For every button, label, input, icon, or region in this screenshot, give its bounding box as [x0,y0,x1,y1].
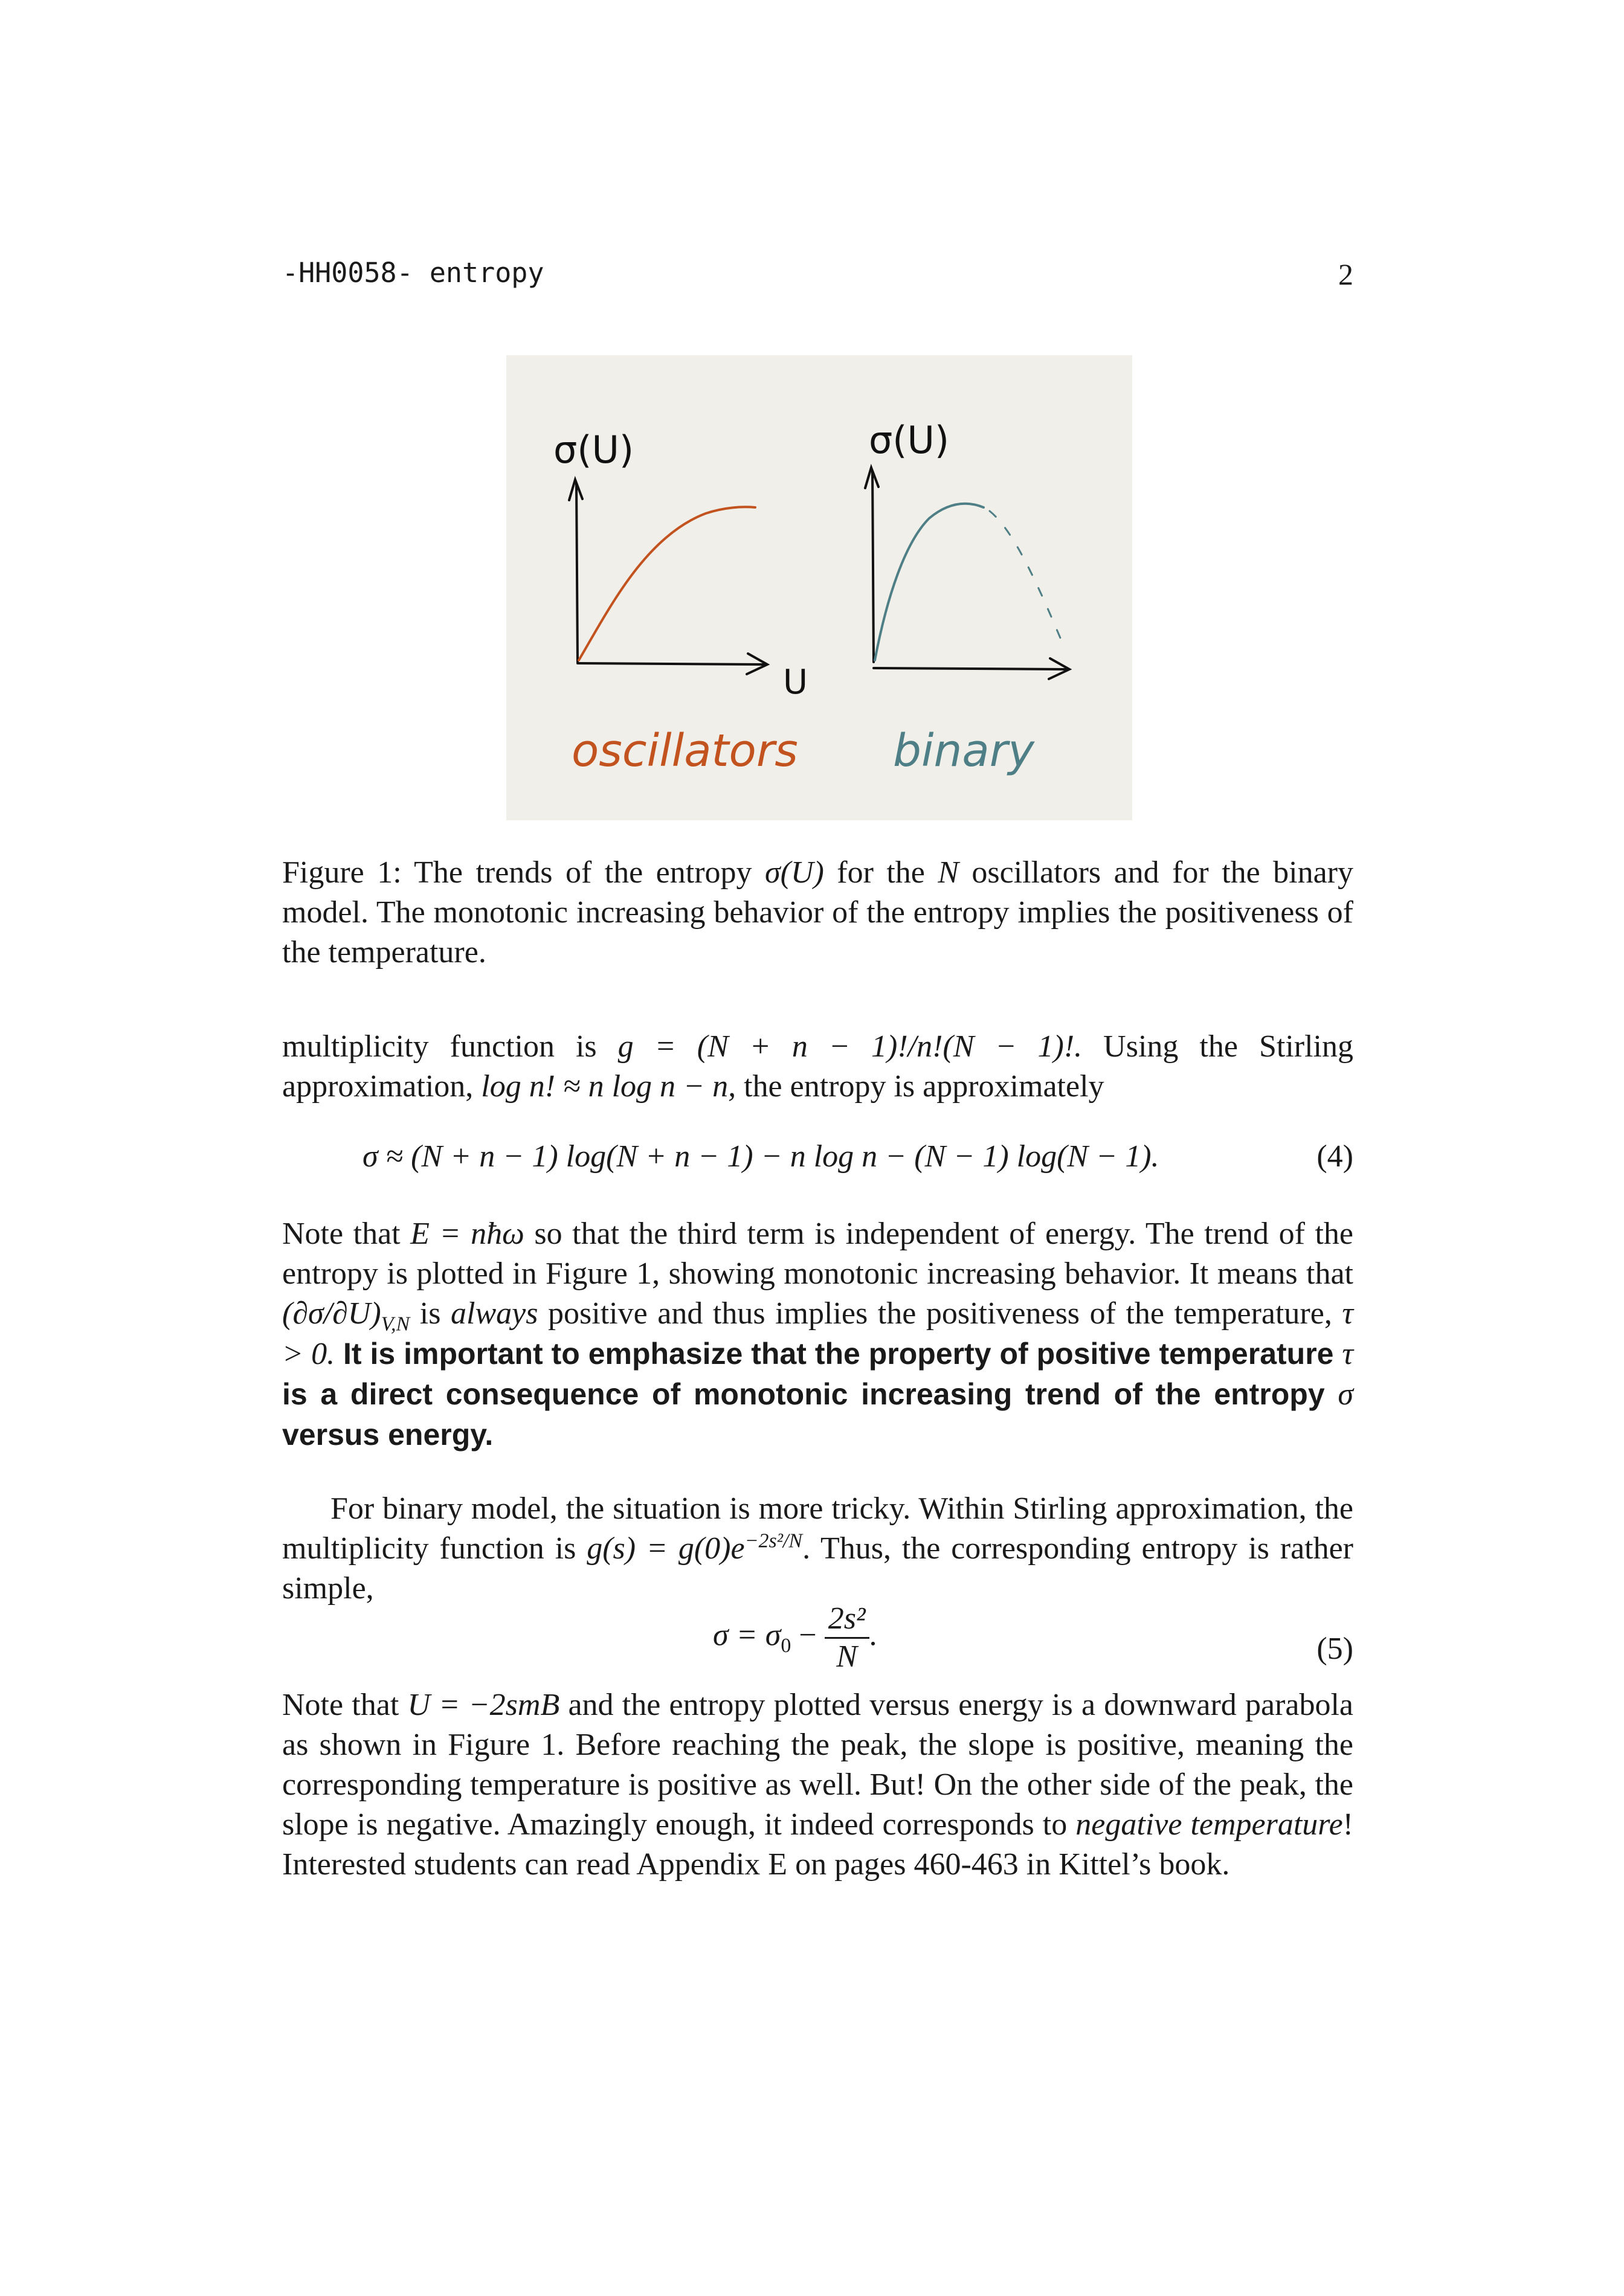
caption-text-3: oscillators and for the binary model. The monotonic increasing behavior of the entropy implies the positiveness of the temperature. [282,855,1353,970]
equation-5-lhs: σ = σ [713,1618,781,1653]
left-axis-label: σ(U) [553,428,634,472]
p2-bold-math-sigma: σ [1338,1377,1353,1412]
paragraph-positive-temperature [282,1214,1353,1455]
p4-text-3: ! Interested students can read Appendix E on pages 460-463 in Kittel’s book. [282,1807,1353,1882]
p2-emphasis: always [451,1296,538,1331]
paragraph-binary-model [282,1489,1353,1609]
oscillators-curve [579,507,755,660]
p2-bold-3: versus energy. [282,1418,494,1452]
left-y-axis [569,480,582,662]
p2-math-1: E = nħω [410,1217,524,1251]
equation-4-number: (4) [1316,1139,1353,1174]
caption-label: Figure 1: [282,855,402,890]
equation-5-sub: 0 [781,1634,791,1657]
equation-5-minus: − [791,1618,825,1653]
p1-math-1: g = (N + n − 1)!/n!(N − 1)!. [617,1029,1083,1064]
p3-text-2: . Thus, the corresponding entropy is rather simple, [282,1531,1353,1606]
equation-5-numerator: 2s² [825,1601,869,1639]
x-axis-label: U [783,663,808,702]
binary-curve-dashed [990,511,1063,645]
paragraph-negative-temperature [282,1685,1353,1885]
right-x-axis [874,658,1069,679]
p3-text-1: For binary model, the situation is more tricky. Within Stirling approximation, the multiplicity function is [282,1491,1353,1566]
header-title: -HH0058- entropy [282,257,544,289]
p4-math-1: U = −2smB [407,1688,560,1722]
p4-text-1: Note that [282,1688,408,1722]
p2-text-1: Note that [282,1217,411,1251]
caption-symbol-sigma: σ(U) [764,855,824,890]
p1-text-1: multiplicity function is [282,1029,618,1064]
equation-5-end: . [869,1618,877,1653]
equation-5 [713,1601,1353,1685]
caption-text-2: for the [823,855,938,890]
p2-math-2: (∂σ/∂U) [282,1296,381,1331]
page-number: 2 [1338,257,1353,291]
p2-math-2-sub: V,N [381,1313,410,1336]
p2-math-3: τ > 0. [282,1296,1353,1371]
p3-math-1: g(s) = g(0)e [587,1531,745,1566]
figure-svg [506,355,1132,820]
p2-text-2: so that the third term is independent of energy. The trend of the entropy is plotted in Figure 1, showing monotonic increasing behavior. It means that [282,1217,1353,1291]
p4-text-2: and the entropy plotted versus energy is a downward parabola as shown in Figure 1. Before reaching the peak, the slope is positive, meaning the corresponding temperature is positive as well. But! On the other side of the peak, the slope is negative. Amazingly enough, it indeed corresponds to [282,1688,1353,1842]
binary-label: binary [893,725,1034,777]
p1-text-2: Using the Stirling approximation, [282,1029,1353,1104]
p1-text-3: the entropy is approximately [736,1069,1104,1104]
caption-text-1: The trends of the entropy [401,855,765,890]
p1-math-2: log n! ≈ n log n − n, [481,1069,736,1104]
p3-math-1-sup: −2s²/N [744,1529,803,1552]
p2-bold-1: It is important to emphasize that the property of positive temperature [335,1337,1342,1371]
figure-entropy-sketch [506,355,1132,820]
equation-5-number: (5) [1316,1632,1353,1666]
p2-text-4: positive and thus implies the positiveness of the temperature, [538,1296,1342,1331]
p2-bold-2: is a direct consequence of monotonic increasing trend of the entropy [282,1377,1338,1411]
paragraph-stirling [282,1027,1353,1107]
right-axis-label: σ(U) [869,418,950,462]
p2-bold-math-tau: τ [1342,1337,1354,1371]
equation-4 [362,1139,1353,1181]
oscillators-label: oscillators [572,725,798,777]
equation-4-body: σ ≈ (N + n − 1) log(N + n − 1) − n log n − (N − 1) log(N − 1). [362,1139,1159,1174]
p4-emphasis: negative temperature [1075,1807,1343,1842]
figure-caption [282,853,1353,973]
equation-5-fraction [825,1601,869,1675]
running-header [282,257,1353,293]
equation-5-denominator: N [836,1639,857,1674]
p2-text-3: is [410,1296,451,1331]
left-x-axis [578,654,767,674]
binary-curve [875,504,984,660]
caption-symbol-n: N [938,855,959,890]
right-y-axis [865,468,878,662]
